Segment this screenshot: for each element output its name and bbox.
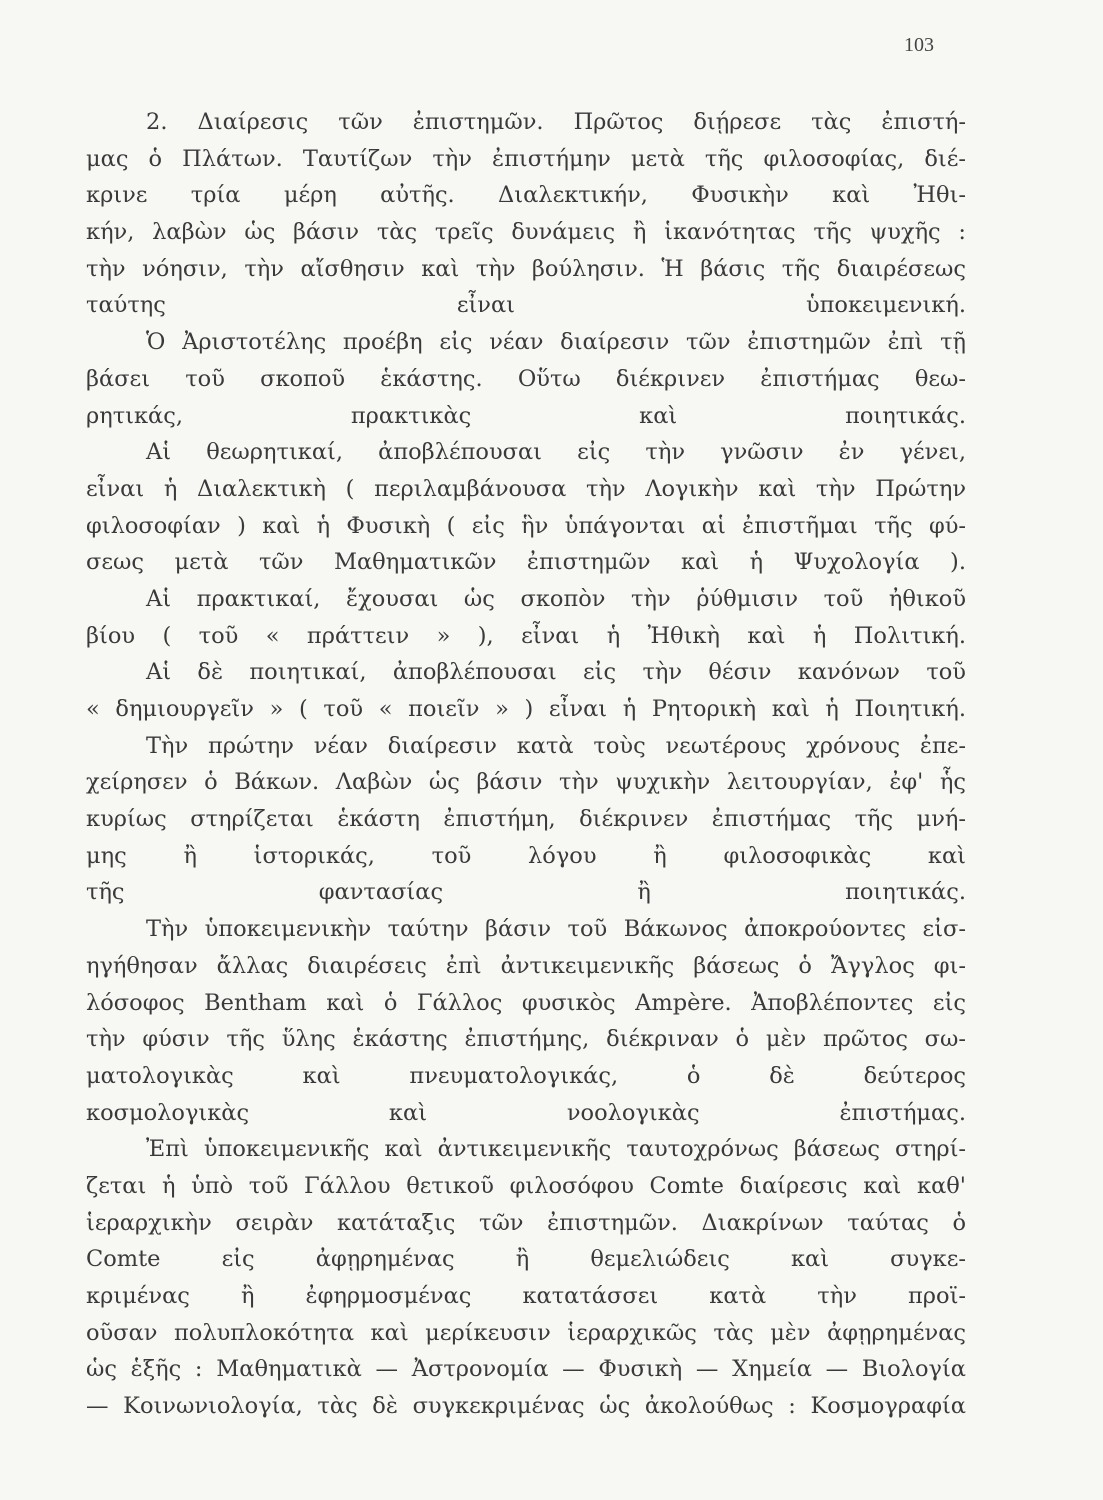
text-line: ἱεραρχικὴν σειρὰν κατάταξις τῶν ἐπιστημῶν. Διακρίνων ταύτας ὁ	[86, 1209, 966, 1236]
text-line: μης ἢ ἱστορικάς, τοῦ λόγου ἢ φιλοσοφικὰς καὶ	[86, 842, 966, 869]
text-line: Τὴν ὑποκειμενικὴν ταύτην βάσιν τοῦ Βάκωνος ἀποκρούοντες εἰσ-	[146, 916, 966, 943]
text-line: Αἱ πρακτικαί, ἔχουσαι ὡς σκοπὸν τὴν ῥύθμισιν τοῦ ἠθικοῦ	[146, 585, 966, 612]
text-line: « δημιουργεῖν » ( τοῦ « ποιεῖν » ) εἶναι ἡ Ρητορικὴ καὶ ἡ Ποιητική.	[86, 696, 966, 722]
text-line: εἶναι ἡ Διαλεκτικὴ ( περιλαμβάνουσα τὴν Λογικὴν καὶ τὴν Πρώτην	[86, 475, 966, 502]
text-line: Τὴν πρώτην νέαν διαίρεσιν κατὰ τοὺς νεωτέρους χρόνους ἐπε-	[146, 732, 966, 759]
text-line: λόσοφος Bentham καὶ ὁ Γάλλος φυσικὸς Ampère. Ἀποβλέποντες εἰς	[86, 989, 966, 1016]
text-line: Ὁ Ἀριστοτέλης προέβη εἰς νέαν διαίρεσιν τῶν ἐπιστημῶν ἐπὶ τῇ	[146, 329, 966, 356]
text-line: βάσει τοῦ σκοποῦ ἑκάστης. Οὕτω διέκρινεν ἐπιστήμας θεω-	[86, 365, 966, 392]
text-line: Αἱ δὲ ποιητικαί, ἀποβλέπουσαι εἰς τὴν θέσιν κανόνων τοῦ	[146, 659, 966, 686]
text-line: οῦσαν πολυπλοκότητα καὶ μερίκευσιν ἱεραρχικῶς τὰς μὲν ἀφῃρημένας	[86, 1319, 966, 1346]
text-line: χείρησεν ὁ Βάκων. Λαβὼν ὡς βάσιν τὴν ψυχικὴν λειτουργίαν, ἐφ' ἧς	[86, 769, 966, 796]
text-line: κρινε τρία μέρη αὐτῆς. Διαλεκτικήν, Φυσικὴν καὶ Ἠθι-	[86, 182, 966, 209]
text-line: τὴν νόησιν, τὴν αἴσθησιν καὶ τὴν βούλησιν. Ἡ βάσις τῆς διαιρέσεως	[86, 255, 966, 282]
text-line: κήν, λαβὼν ὡς βάσιν τὰς τρεῖς δυνάμεις ἢ ἱκανότητας τῆς ψυχῆς :	[86, 219, 966, 246]
text-line: ρητικάς, πρακτικὰς καὶ ποιητικάς.	[86, 402, 966, 429]
text-line: ταύτης εἶναι ὑποκειμενική.	[86, 292, 966, 319]
text-line: Comte εἰς ἀφῃρημένας ἢ θεμελιώδεις καὶ συγκε-	[86, 1246, 966, 1273]
text-line: βίου ( τοῦ « πράττειν » ), εἶναι ἡ Ἠθικὴ καὶ ἡ Πολιτική.	[86, 622, 966, 649]
text-line: σεως μετὰ τῶν Μαθηματικῶν ἐπιστημῶν καὶ ἡ Ψυχολογία ).	[86, 549, 966, 576]
text-line: τῆς φαντασίας ἢ ποιητικάς.	[86, 879, 966, 906]
text-line: τὴν φύσιν τῆς ὕλης ἑκάστης ἐπιστήμης, διέκριναν ὁ μὲν πρῶτος σω-	[86, 1026, 966, 1053]
text-line: μας ὁ Πλάτων. Ταυτίζων τὴν ἐπιστήμην μετὰ τῆς φιλοσοφίας, διέ-	[86, 145, 966, 172]
text-line: ὡς ἑξῆς : Μαθηματικὰ — Ἀστρονομία — Φυσικὴ — Χημεία — Βιολογία	[86, 1356, 966, 1383]
text-line: — Κοινωνιολογία, τὰς δὲ συγκεκριμένας ὡς ἀκολούθως : Κοσμογραφία	[86, 1393, 966, 1420]
text-line: 2. Διαίρεσις τῶν ἐπιστημῶν. Πρῶτος διῄρεσε τὰς ἐπιστή-	[146, 109, 966, 135]
text-line: ηγήθησαν ἄλλας διαιρέσεις ἐπὶ ἀντικειμενικῆς βάσεως ὁ Ἄγγλος φι-	[86, 952, 966, 979]
text-line: ζεται ἡ ὑπὸ τοῦ Γάλλου θετικοῦ φιλοσόφου Comte διαίρεσις καὶ καθ'	[86, 1172, 966, 1199]
text-line: φιλοσοφίαν ) καὶ ἡ Φυσικὴ ( εἰς ἣν ὑπάγονται αἱ ἐπιστῆμαι τῆς φύ-	[86, 512, 966, 539]
text-line: κοσμολογικὰς καὶ νοολογικὰς ἐπιστήμας.	[86, 1099, 966, 1126]
body-text	[86, 104, 966, 1425]
text-line: ματολογικὰς καὶ πνευματολογικάς, ὁ δὲ δεύτερος	[86, 1062, 966, 1089]
text-line: Ἐπὶ ὑποκειμενικῆς καὶ ἀντικειμενικῆς ταυτοχρόνως βάσεως στηρί-	[146, 1136, 966, 1163]
text-line: Αἱ θεωρητικαί, ἀποβλέπουσαι εἰς τὴν γνῶσιν ἐν γένει,	[146, 439, 966, 466]
text-line: κριμένας ἢ ἐφηρμοσμένας κατατάσσει κατὰ τὴν προϊ-	[86, 1283, 966, 1309]
page-number: 103	[904, 34, 934, 56]
text-line: κυρίως στηρίζεται ἑκάστη ἐπιστήμη, διέκρινεν ἐπιστήμας τῆς μνή-	[86, 806, 966, 833]
